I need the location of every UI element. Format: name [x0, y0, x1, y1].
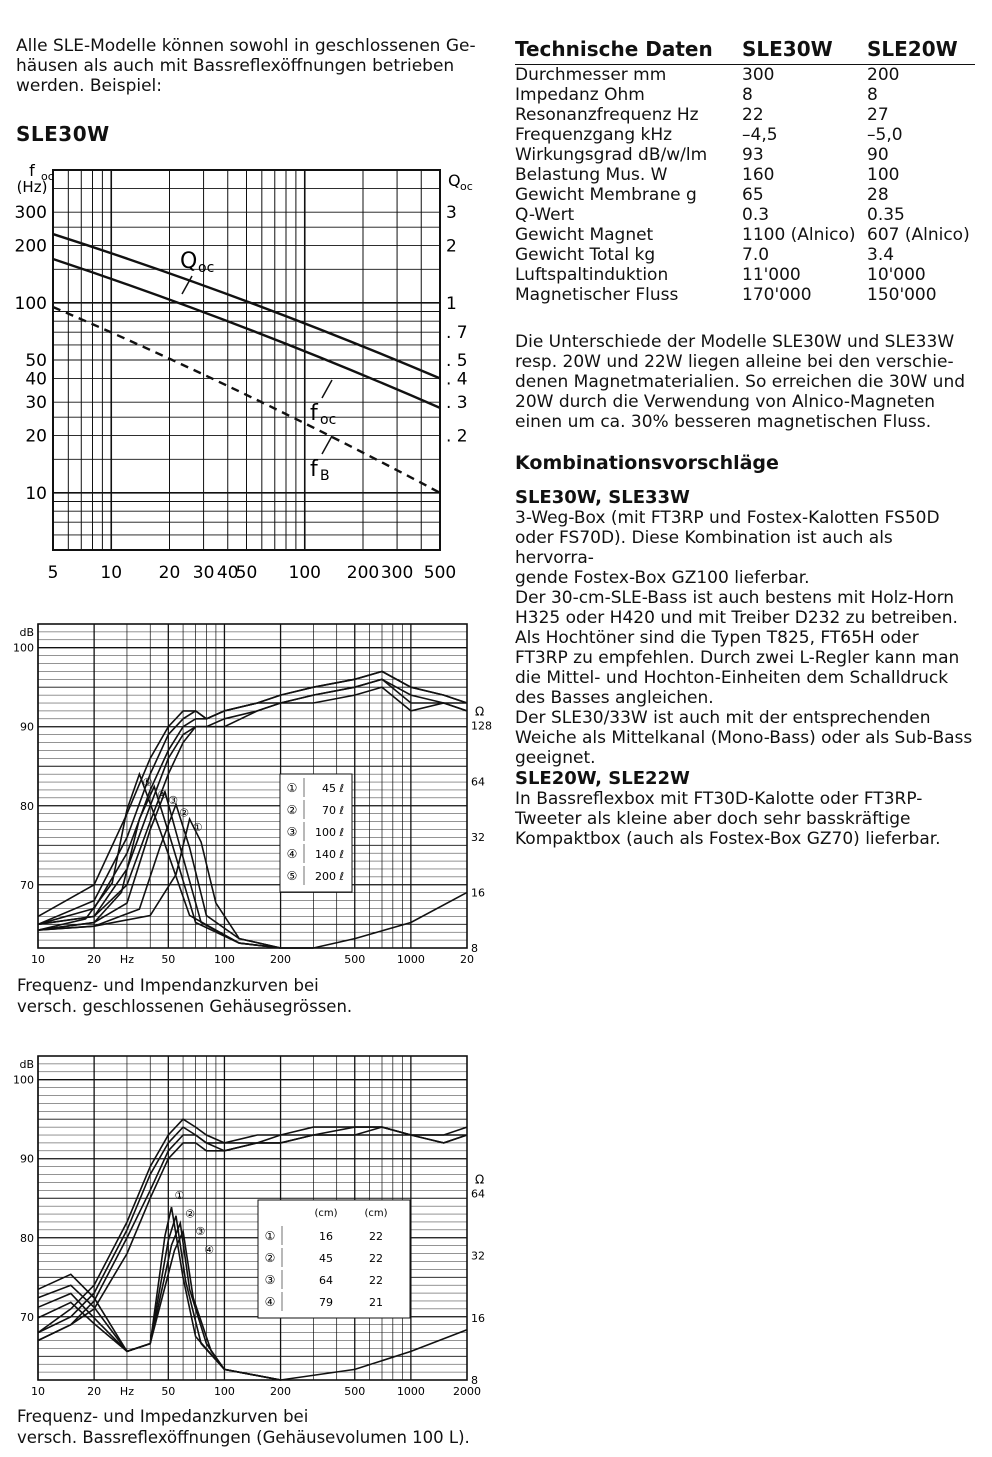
y2-axis-label: Ω — [475, 704, 485, 719]
x-tick-label: 50 — [235, 563, 258, 583]
tech-data-value-sle20w: 27 — [867, 105, 889, 125]
paragraph-line: Weiche als Mittelkanal (Mono-Bass) oder als Sub-Bass — [515, 728, 973, 748]
paragraph-line: die Mittel- und Hochton-Einheiten dem Schalldruck — [515, 668, 949, 688]
legend-value: 200 ℓ — [314, 870, 344, 883]
legend-key: ① — [286, 781, 298, 795]
series-label-foc-sub: oc — [320, 412, 337, 428]
y-tick-label: 100 — [14, 293, 47, 314]
difference-paragraph — [515, 332, 975, 432]
x-tick-label: 30 — [192, 563, 215, 583]
x-tick-label: 10 — [100, 563, 123, 583]
curve-marker: ③ — [195, 1225, 206, 1239]
y2-tick-label: . 7 — [446, 323, 468, 344]
legend-header: (cm) — [364, 1208, 388, 1219]
kombi-sle30w-text — [515, 508, 975, 768]
x-tick-label: 100 — [213, 953, 235, 966]
y2-tick-label: . 5 — [446, 351, 468, 371]
x-tick-label: 5 — [47, 563, 59, 583]
tech-data-value-sle30w: 7.0 — [742, 245, 770, 265]
tech-data-value-sle30w: 0.3 — [742, 205, 770, 225]
tech-data-row — [515, 145, 975, 165]
legend-value: 22 — [369, 1230, 383, 1243]
x-axis-unit: Hz — [119, 1385, 134, 1398]
y2-tick-label: 128 — [471, 719, 492, 733]
x-tick-label: 40 — [216, 563, 239, 583]
tech-data-value-sle30w: 160 — [742, 165, 775, 185]
tech-data-col-sle30w: SLE30W — [742, 37, 833, 61]
x-tick-label: 200 — [270, 1385, 292, 1398]
impedance-curve — [38, 787, 281, 949]
tech-data-value-sle30w: 8 — [742, 85, 753, 105]
legend-value: 16 — [319, 1230, 333, 1243]
curve-marker: ① — [192, 820, 203, 834]
x-tick-label: 500 — [344, 1385, 366, 1398]
tech-data-value-sle20w: 10'000 — [867, 265, 926, 285]
tech-data-value-sle30w: 93 — [742, 145, 764, 165]
y-axis-label-sub: oc — [41, 170, 54, 183]
x-tick-label: 200 — [346, 563, 380, 583]
tech-data-label: Frequenzgang kHz — [515, 125, 673, 145]
caption-line: versch. Bassreflexöffnungen (Gehäusevolumen 100 L). — [17, 1428, 470, 1447]
paragraph-line: 3-Weg-Box (mit FT3RP und Fostex-Kalotten FS50D — [515, 508, 940, 528]
y-tick-label: 70 — [20, 878, 34, 892]
tech-data-row — [515, 225, 975, 245]
paragraph-line: 20W durch die Verwendung von Alnico-Magneten — [515, 392, 936, 412]
y-tick-label: 200 — [14, 236, 47, 257]
intro-line: werden. Beispiel: — [16, 76, 163, 96]
x-tick-label: 20 — [87, 953, 102, 966]
paragraph-line: In Bassreflexbox mit FT30D-Kalotte oder FT3RP- — [515, 789, 923, 809]
bassreflex-response-chart — [4, 1050, 494, 1405]
tech-data-value-sle20w: 200 — [867, 65, 900, 85]
tech-data-label: Luftspaltinduktion — [515, 265, 669, 285]
legend-key: ④ — [286, 847, 298, 861]
tech-data-label: Durchmesser mm — [515, 65, 667, 85]
y-axis-label: dB — [19, 1058, 34, 1071]
tech-data-value-sle20w: 28 — [867, 185, 889, 205]
paragraph-line: Der 30-cm-SLE-Bass ist auch bestens mit Holz-Horn — [515, 588, 955, 608]
y2-tick-label: 3 — [446, 203, 457, 224]
y-axis-unit: (Hz) — [16, 178, 48, 196]
y-tick-label: 10 — [25, 483, 47, 504]
x-tick-label: 10 — [31, 953, 45, 966]
y-tick-label: 100 — [13, 641, 34, 655]
paragraph-line: einen um ca. 30% besseren magnetischen Fluss. — [515, 412, 932, 432]
caption-closed-box — [17, 975, 352, 1017]
series-label-leader — [322, 436, 332, 454]
resonance-nomogram-chart — [10, 158, 480, 588]
y-tick-label: 40 — [25, 369, 47, 390]
y2-tick-label: 16 — [471, 886, 485, 900]
x-tick-label: 500 — [344, 953, 366, 966]
legend-key: ③ — [264, 1273, 276, 1287]
tech-data-value-sle20w: 8 — [867, 85, 878, 105]
paragraph-line: FT3RP zu empfehlen. Durch zwei L-Regler kann man — [515, 648, 960, 668]
tech-data-value-sle20w: 0.35 — [867, 205, 905, 225]
caption-line: Frequenz- und Impedanzkurven bei — [17, 1407, 309, 1426]
tech-data-row — [515, 205, 975, 225]
y-tick-label: 90 — [20, 720, 34, 734]
series-label-qoc: Q — [180, 249, 198, 274]
tech-data-row — [515, 265, 975, 285]
caption-line: Frequenz- und Impendanzkurven bei — [17, 976, 319, 995]
y-axis-label: dB — [19, 626, 34, 639]
tech-data-table — [515, 38, 975, 305]
caption-bassreflex — [17, 1406, 470, 1448]
y2-tick-label: 32 — [471, 1249, 485, 1263]
model-heading: SLE30W — [16, 122, 110, 146]
y-tick-label: 20 — [25, 426, 47, 447]
paragraph-line: Tweeter als kleine aber doch sehr basskräftige — [515, 809, 911, 829]
tech-data-row — [515, 65, 975, 86]
legend-value: 45 — [319, 1252, 333, 1265]
legend-value: 79 — [319, 1296, 333, 1309]
tech-data-value-sle20w: 607 (Alnico) — [867, 225, 970, 245]
y2-tick-label: 2 — [446, 236, 457, 257]
legend-value: 22 — [369, 1252, 383, 1265]
x-tick-label: 20 — [158, 563, 181, 583]
x-tick-label: 100 — [213, 1385, 235, 1398]
curve-marker: ③ — [168, 793, 178, 807]
paragraph-line: Der SLE30/33W ist auch mit der entsprechenden — [515, 708, 931, 728]
tech-data-row — [515, 125, 975, 145]
paragraph-line: Kompaktbox (auch als Fostex-Box GZ70) lieferbar. — [515, 829, 941, 849]
y2-axis-label: Q — [448, 171, 461, 190]
curve-marker: ① — [174, 1189, 185, 1203]
x-tick-label: 20 — [87, 1385, 102, 1398]
curve-marker: ④ — [204, 1243, 215, 1257]
legend-value: 64 — [319, 1274, 333, 1287]
curve-marker: ⑤ — [142, 776, 153, 790]
paragraph-line: Als Hochtöner sind die Typen T825, FT65H oder — [515, 628, 919, 648]
kombi-sle30w-heading: SLE30W, SLE33W — [515, 487, 690, 508]
paragraph-line: resp. 20W und 22W liegen alleine bei den verschie- — [515, 352, 954, 372]
legend-key: ④ — [264, 1295, 276, 1309]
legend-header: (cm) — [314, 1208, 338, 1219]
tech-data-value-sle20w: 100 — [867, 165, 900, 185]
kombi-heading: Kombinationsvorschläge — [515, 452, 779, 474]
y2-tick-label: 64 — [471, 775, 485, 789]
tech-data-value-sle30w: 170'000 — [742, 285, 812, 305]
paragraph-line: des Basses angleichen. — [515, 688, 714, 708]
y2-tick-label: 8 — [471, 942, 478, 955]
series-label-qoc-sub: oc — [198, 260, 215, 276]
kombi-sle30w-section — [515, 487, 975, 768]
tech-data-value-sle20w: 90 — [867, 145, 889, 165]
tech-data-value-sle30w: 65 — [742, 185, 764, 205]
legend-value: 21 — [369, 1296, 383, 1309]
y2-axis-label-sub: oc — [460, 180, 473, 193]
curve-marker: ② — [179, 806, 189, 820]
x-tick-label: 300 — [380, 563, 414, 583]
tech-data-value-sle20w: –5,0 — [867, 125, 903, 145]
y-tick-label: 50 — [25, 351, 47, 371]
series-label-fb-sub: B — [320, 468, 330, 484]
x-tick-label: 500 — [423, 563, 457, 583]
intro-line: häusen als auch mit Bassreflexöffnungen betrieben — [16, 56, 455, 76]
series-label-fb: f — [310, 457, 318, 482]
tech-data-label: Magnetischer Fluss — [515, 285, 679, 305]
legend-value: 22 — [369, 1274, 383, 1287]
tech-data-heading: Technische Daten — [515, 37, 713, 61]
x-tick-label: 2000 — [453, 1385, 481, 1398]
tech-data-row — [515, 105, 975, 125]
legend-key: ① — [264, 1229, 276, 1243]
y2-tick-label: . 2 — [446, 426, 468, 447]
tech-data-label: Q-Wert — [515, 205, 575, 225]
tech-data-row — [515, 185, 975, 205]
tech-data-value-sle20w: 3.4 — [867, 245, 895, 265]
y2-tick-label: . 3 — [446, 393, 468, 414]
x-axis-unit: Hz — [119, 953, 134, 966]
tech-data-col-sle20w: SLE20W — [867, 37, 958, 61]
legend-key: ② — [264, 1251, 276, 1265]
legend-key: ② — [286, 803, 298, 817]
x-tick-label: 200 — [270, 953, 292, 966]
y2-tick-label: 32 — [471, 830, 485, 844]
paragraph-line: Die Unterschiede der Modelle SLE30W und SLE33W — [515, 332, 955, 352]
tech-data-label: Gewicht Magnet — [515, 225, 654, 245]
tech-data-value-sle30w: 22 — [742, 105, 764, 125]
y-tick-label: 300 — [14, 203, 47, 224]
tech-data-label: Resonanzfrequenz Hz — [515, 105, 699, 125]
y2-tick-label: . 4 — [446, 369, 468, 390]
y-tick-label: 80 — [20, 1231, 34, 1245]
intro-paragraph — [16, 36, 478, 96]
x-tick-label: 1000 — [396, 1385, 425, 1398]
intro-line: Alle SLE-Modelle können sowohl in geschlossenen Ge- — [16, 36, 476, 56]
legend-value: 100 ℓ — [314, 826, 344, 839]
y2-tick-label: 8 — [471, 1374, 478, 1387]
tech-data-value-sle30w: 11'000 — [742, 265, 801, 285]
y-tick-label: 80 — [20, 799, 34, 813]
kombi-sle20w-section — [515, 768, 975, 849]
legend-key: ⑤ — [286, 869, 298, 883]
y-tick-label: 30 — [25, 393, 47, 414]
tech-data-value-sle20w: 150'000 — [867, 285, 937, 305]
tech-data-label: Gewicht Membrane g — [515, 185, 697, 205]
y-axis-label: f — [29, 161, 35, 180]
x-tick-label: 20 — [460, 953, 474, 966]
y-tick-label: 70 — [20, 1310, 34, 1324]
x-tick-label: 10 — [31, 1385, 45, 1398]
legend-value: 45 ℓ — [321, 782, 344, 795]
curve-marker: ④ — [157, 788, 168, 802]
tech-data-section — [515, 38, 975, 305]
curve-marker: ② — [185, 1207, 195, 1221]
tech-data-label: Impedanz Ohm — [515, 85, 645, 105]
tech-data-value-sle30w: –4,5 — [742, 125, 778, 145]
y2-axis-label: Ω — [475, 1172, 485, 1187]
y2-tick-label: 1 — [446, 293, 457, 314]
tech-data-label: Belastung Mus. W — [515, 165, 668, 185]
x-tick-label: 1000 — [396, 953, 425, 966]
paragraph-line: gende Fostex-Box GZ100 lieferbar. — [515, 568, 810, 588]
tech-data-value-sle30w: 1100 (Alnico) — [742, 225, 856, 245]
x-tick-label: 100 — [288, 563, 321, 583]
tech-data-row — [515, 85, 975, 105]
legend-value: 140 ℓ — [314, 848, 344, 861]
paragraph-line: geeignet. — [515, 748, 596, 768]
tech-data-value-sle30w: 300 — [742, 65, 775, 85]
paragraph-line: oder FS70D). Diese Kombination ist auch als hervorra- — [515, 528, 893, 568]
closed-box-response-chart — [4, 618, 494, 973]
series-label-foc: f — [310, 401, 318, 426]
series-label-leader — [322, 380, 332, 398]
tech-data-row — [515, 165, 975, 185]
y-tick-label: 90 — [20, 1152, 34, 1166]
y2-tick-label: 64 — [471, 1187, 485, 1201]
x-tick-label: 50 — [161, 1385, 176, 1398]
y2-tick-label: 16 — [471, 1311, 485, 1325]
legend-key: ③ — [286, 825, 298, 839]
tech-data-label: Gewicht Total kg — [515, 245, 656, 265]
paragraph-line: H325 oder H420 und mit Treiber D232 zu betreiben. — [515, 608, 958, 628]
y-tick-label: 100 — [13, 1073, 34, 1087]
caption-line: versch. geschlossenen Gehäusegrössen. — [17, 997, 353, 1016]
kombi-sle20w-heading: SLE20W, SLE22W — [515, 768, 690, 789]
tech-data-row — [515, 285, 975, 305]
tech-data-label: Wirkungsgrad dB/w/lm — [515, 145, 708, 165]
tech-data-row — [515, 245, 975, 265]
kombi-sle20w-text — [515, 789, 975, 849]
paragraph-line: denen Magnetmaterialien. So erreichen die 30W und — [515, 372, 966, 392]
legend-value: 70 ℓ — [321, 804, 344, 817]
x-tick-label: 50 — [161, 953, 176, 966]
